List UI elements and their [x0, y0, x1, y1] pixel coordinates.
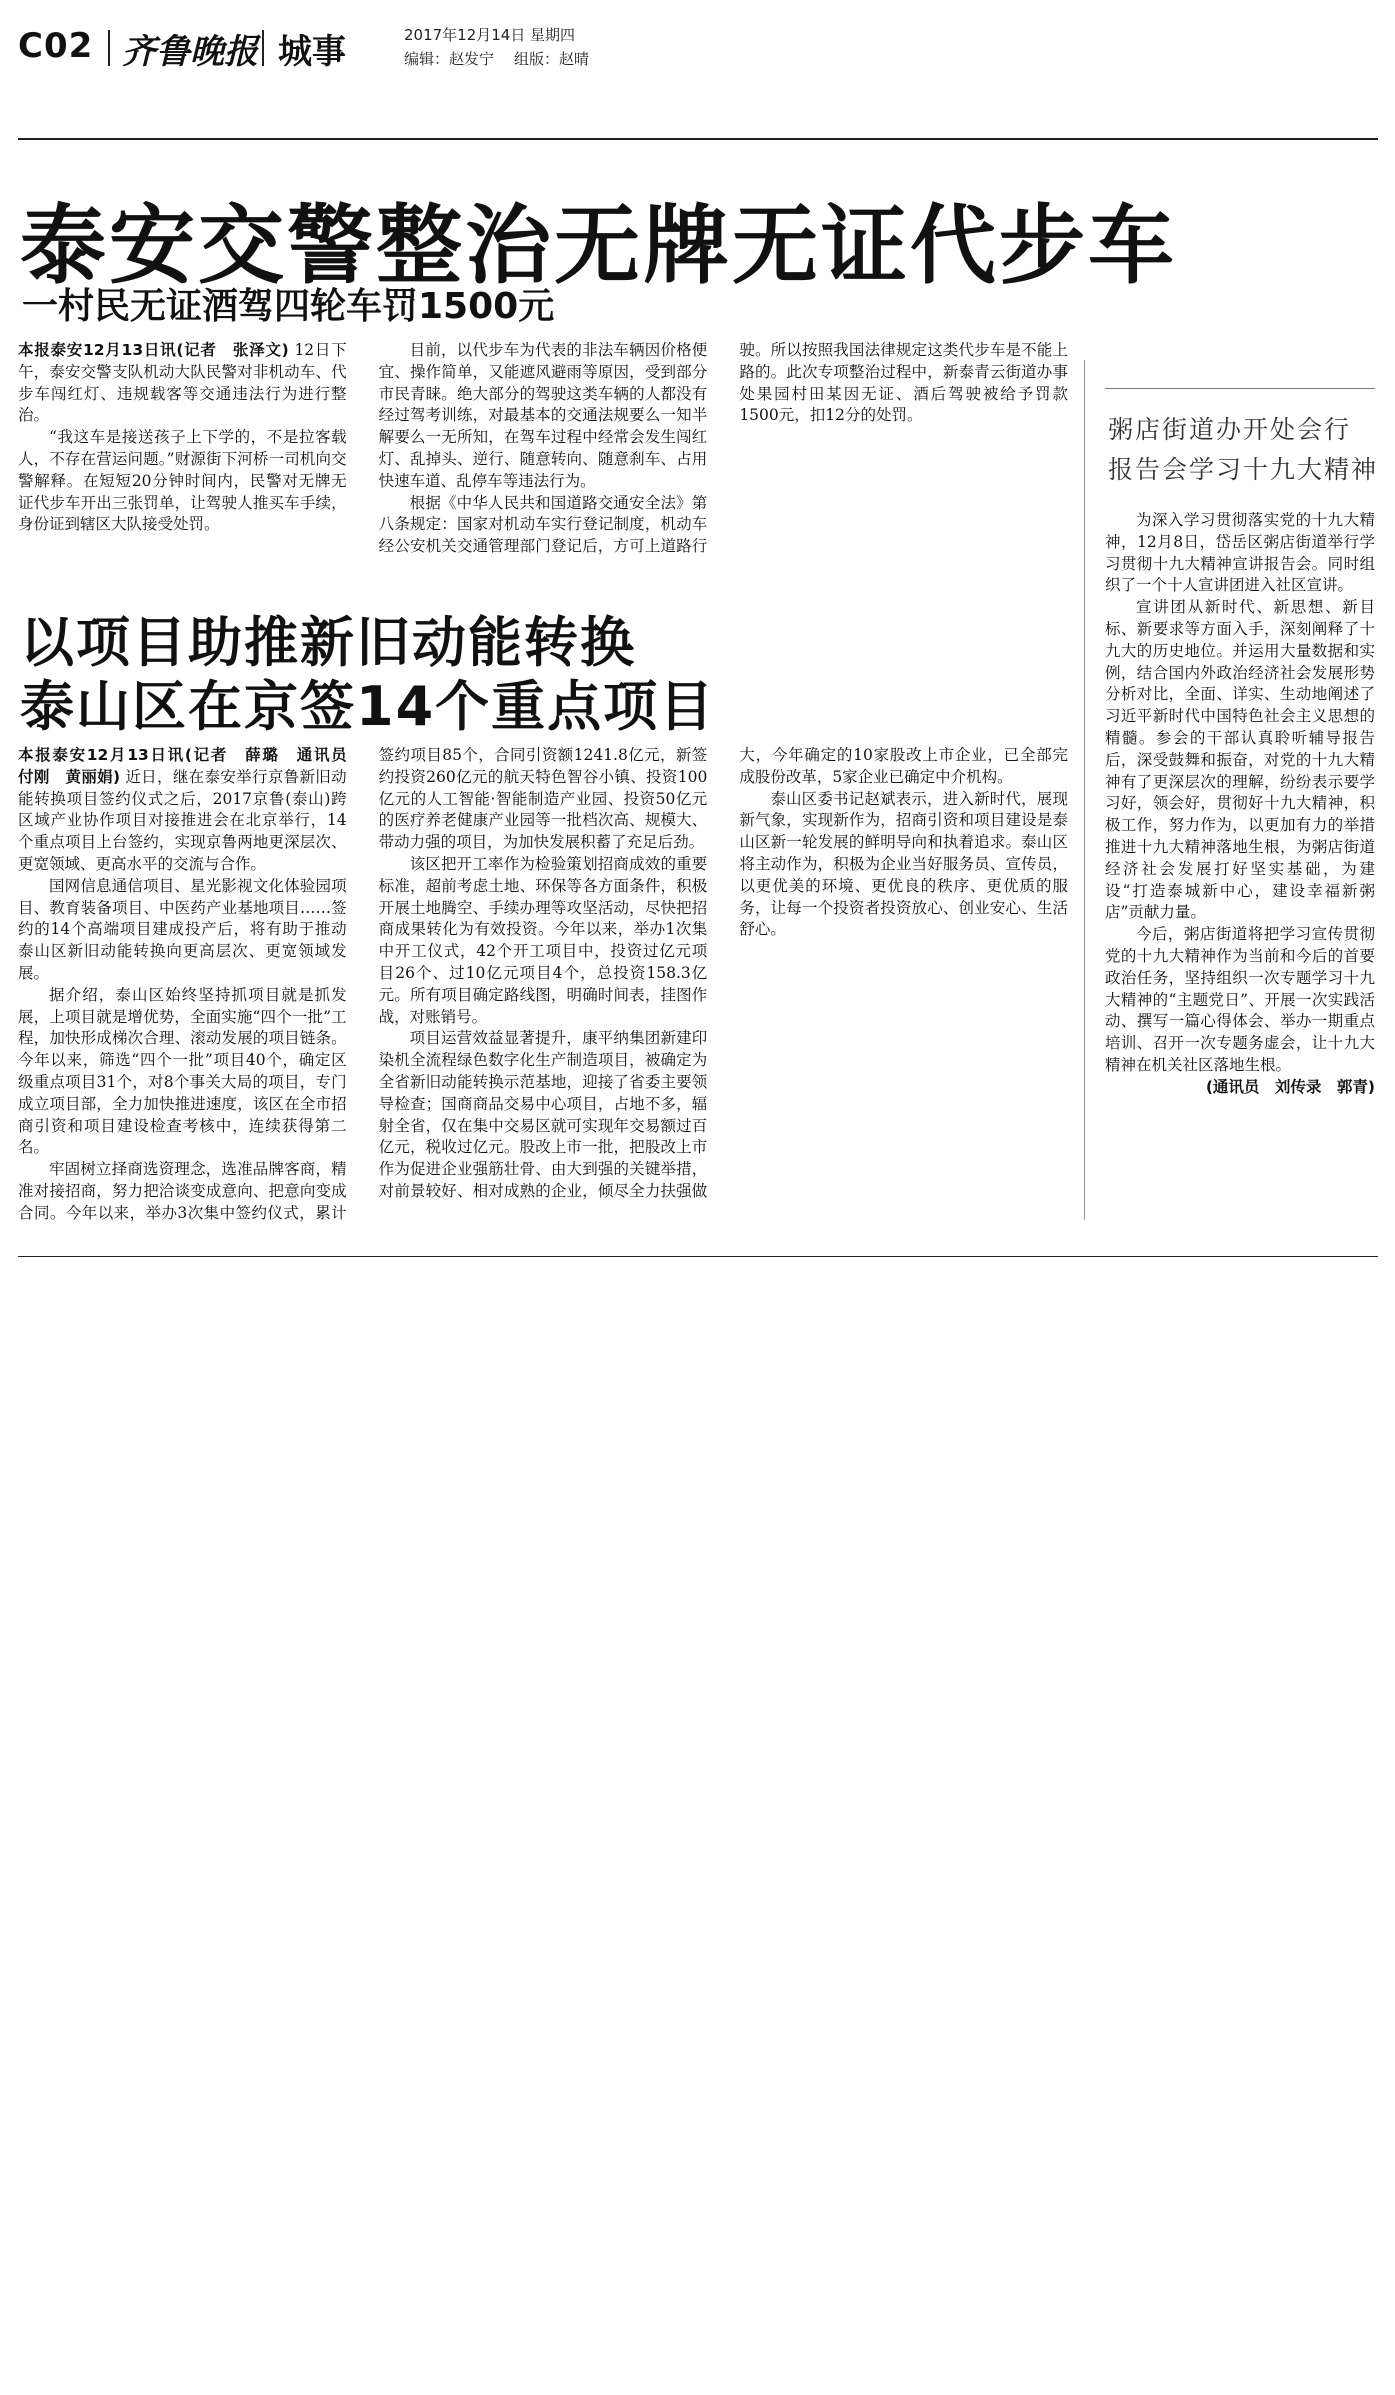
article1-dateline: 本报泰安12月13日讯(记者 张泽文) [18, 341, 289, 359]
section-name: 城事 [278, 32, 346, 72]
layout-credit: 组版：赵晴 [514, 50, 590, 68]
article1-headline: 泰安交警整治无牌无证代步车 [20, 196, 1177, 296]
sidebox-paragraph: 今后，粥店街道将把学习宣传贯彻党的十九大精神作为当前和今后的首要政治任务，坚持组织一次专题学习十九大精神的“主题党日”、开展一次实践活动、撰写一篇心得体会、举办一期重点培训、召开一次专题务虚会，让十九大精神在机关社区落地生根。 [1105, 925, 1375, 1074]
page-number: C02 [18, 26, 94, 66]
article2-paragraph: 该区把开工率作为检验策划招商成效的重要标准，超前考虑土地、环保等各方面条件，积极开展土地腾空、手续办理等攻坚活动，尽快把招商成果转化为有效投资。今年以来，举办1次集中开工仪式，42个开工项目中，投资过亿元项目26个、过10亿元项目4个，总投资158.3亿元。所有项目确定路线图，明确时间表，挂图作战，对账销号。 [378, 854, 708, 1026]
article1-paragraph: 目前，以代步车为代表的非法车辆因价格便宜、操作简单，又能遮风避雨等原因，受到部分市民青睐。绝大部分的驾驶这类车辆的人都没有经过驾考训练，对最基本的交通法规要么一知半解要么一无所知，在驾车过程中经常会发生闯红灯、乱掉头、逆行、随意转向、随意刹车、占用快速车道、乱停车等违法行为。 [378, 341, 708, 490]
article2-paragraph: 据介绍，泰山区始终坚持抓项目就是抓发展，上项目就是增优势，全面实施“四个一批”工程，加快形成梯次合理、滚动发展的项目链条。今年以来，筛选“四个一批”项目40个，确定区级重点项目31个，对8个事关大局的项目，专门成立项目部，全力加快推进速度，该区在全市招商引资和项目建设检查考核中，连续获得第二名。 [18, 985, 347, 1157]
sidebox-title-line1: 粥店街道办开处会行 [1108, 415, 1352, 444]
article1-subheadline: 一村民无证酒驾四轮车罚1500元 [22, 286, 555, 327]
article2-paragraph: 项目运营效益显著提升，康平纳集团新建印染机全流程绿色数字化生产制造项目，被确定为全省新旧动能转换示范基地，迎接了省委主要领导检查；国商商品交易中心项目，占地不多，辐射全省，仅在集中交易区就可实现年交易额过百亿元，税收过亿元。股改上市一批，把股改上市作为促进企业强筋壮骨、由大到强的关键举措，对前景较好、相对成熟的企业，倾尽全力扶强做大，今年确定的10家股改上市企业，已全部完成股份改革，5家企业已确定中介机构。 [378, 746, 1068, 1200]
article2-paragraph: 国网信息通信项目、星光影视文化体验园项目、教育装备项目、中医药产业基地项目……签约的14个高端项目建成投产后，将有助于推动泰山区新旧动能转换向更高层次、更宽领域发展。 [18, 876, 347, 982]
issue-weekday: 星期四 [530, 26, 576, 44]
sidebox-top-rule [1105, 388, 1375, 389]
article2-paragraph: 泰山区委书记赵斌表示，进入新时代，展现新气象，实现新作为，招商引资和项目建设是泰山区新一轮发展的鲜明导向和执着追求。泰山区将主动作为，积极为企业当好服务员、宣传员，以更优美的环境、更优良的秩序、更优质的服务，让每一个投资者投资放心、创业安心、生活舒心。 [739, 789, 1068, 939]
editor-credit: 编辑：赵发宁 [404, 50, 495, 68]
sidebox-paragraph: 宣讲团从新时代、新思想、新目标、新要求等方面入手，深刻阐释了十九大的历史地位。并运用大量数据和实例，结合国内外政治经济社会发展形势分析对比，全面、详实、生动地阐述了习近平新时代中国特色社会主义思想的精髓。参会的干部认真聆听辅导报告后，深受鼓舞和振奋，对党的十九大精神有了更深层次的理解，纷纷表示要学习好，领会好，贯彻好十九大精神，积极工作，努力作为，以更加有力的举措推进十九大精神落地生根，为粥店街道经济社会发展打好坚实基础，为建设“打造泰城新中心，建设幸福新粥店”贡献力量。 [1105, 598, 1375, 922]
sidebox-signature: (通讯员 刘传录 郭青) [1205, 1077, 1375, 1096]
column-divider [1084, 360, 1085, 1220]
article1-body [18, 340, 1068, 560]
header-divider [262, 30, 264, 66]
header-divider [108, 30, 110, 66]
top-rule [18, 138, 1378, 140]
article2-headline-line2: 泰山区在京签14个重点项目 [20, 675, 716, 738]
article2-body [18, 745, 1068, 1240]
article2-headline-line1: 以项目助推新旧动能转换 [20, 611, 636, 674]
newspaper-logo: 齐鲁晚报 [122, 32, 258, 72]
article2-dateline: 本报泰安12月13日讯(记者 薛璐 通讯员 付刚 黄丽娟) [18, 746, 363, 786]
article2-paragraph: 本报泰安12月13日讯(记者 薛璐 通讯员 付刚 黄丽娟) 近日，继在泰安举行京鲁新旧动能转换项目签约仪式之后，2017京鲁(泰山)跨区域产业协作项目对接推进会在北京举行，14个重点项目上台签约，实现京鲁两地更深层次、更宽领域、更高水平的交流与合作。 [18, 746, 363, 873]
bottom-rule [18, 1256, 1378, 1257]
article1-paragraph: 本报泰安12月13日讯(记者 张泽文) 12日下午，泰安交警支队机动大队民警对非机动车、代步车闯红灯、违规载客等交通违法行为进行整治。 [18, 341, 347, 425]
issue-date: 2017年12月14日 [404, 26, 526, 44]
sidebox-paragraph: 为深入学习贯彻落实党的十九大精神，12月8日，岱岳区粥店街道举行学习贯彻十九大精神宣讲报告会。同时组织了一个十人宣讲团进入社区宣讲。 [1105, 511, 1375, 595]
article2-paragraph: 牢固树立择商选资理念，选准品牌客商，精准对接招商，努力把洽谈变成意向、把意向变成合同。今年以来，举办3次集中签约仪式，累计签约项目85个，合同引资额1241.8亿元，新签约投资260亿元的航天特色智谷小镇、投资100亿元的人工智能·智能制造产业园、投资50亿元的医疗养老健康产业园等一批档次高、规模大、带动力强的项目，为加快发展积蓄了充足后劲。 [18, 746, 708, 1222]
article1-paragraph: 根据《中华人民共和国道路交通安全法》第八条规定：国家对机动车实行登记制度，机动车经公安机关交通管理部门登记后，方可上道路行驶。所以按照我国法律规定这类代步车是不能上路的。此次专项整治过程中，新泰青云街道办事处果园村田某因无证、酒后驾驶被给予罚款1500元，扣12分的处罚。 [378, 341, 1068, 556]
sidebox-title-line2: 报告会学习十九大精神 [1108, 455, 1379, 484]
sidebox-body [1105, 510, 1375, 1099]
article1-paragraph: “我这车是接送孩子上下学的，不是拉客载人，不存在营运问题。”财源街下河桥一司机向交警解释。在短短20分钟时间内，民警对无牌无证代步车开出三张罚单，让驾驶人推买车手续，身份证到辖区大队接受处罚。 [18, 428, 347, 534]
